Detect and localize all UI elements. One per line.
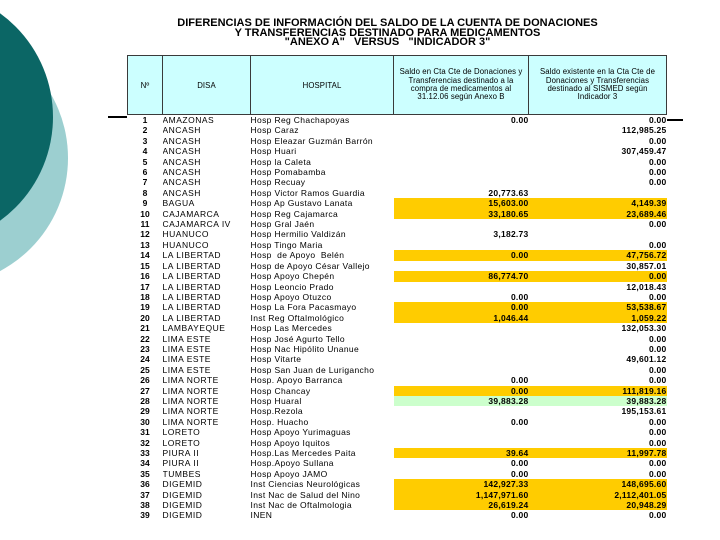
cell-indicador-3: 307,459.47 bbox=[621, 146, 667, 157]
cell-n: 15 bbox=[140, 260, 150, 271]
cell-n: 26 bbox=[140, 375, 150, 386]
cell-hospital: Inst Reg Oftalmológico bbox=[250, 312, 345, 323]
cell-indicador-3: 30,857.01 bbox=[626, 260, 667, 271]
cell-n: 16 bbox=[140, 271, 150, 282]
cell-anexo-b bbox=[394, 323, 529, 333]
cell-n: 35 bbox=[140, 468, 150, 479]
cell-anexo-b: 0.00 bbox=[510, 291, 529, 302]
header-indicador-3-line: destinado al SISMED según bbox=[547, 84, 648, 93]
header-anexo-b-line: 31.12.06 según Anexo B bbox=[417, 92, 505, 102]
cell-anexo-b: 3,182.73 bbox=[493, 229, 529, 240]
cell-disa: LIMA ESTE bbox=[162, 354, 211, 365]
cell-anexo-b bbox=[394, 282, 529, 292]
cell-disa: DIGEMID bbox=[162, 479, 203, 490]
table-row bbox=[128, 386, 667, 396]
cell-n: 36 bbox=[140, 479, 150, 490]
cell-disa: LIMA NORTE bbox=[162, 395, 219, 406]
table-row bbox=[128, 334, 667, 344]
cell-hospital: Hosp La Fora Pacasmayo bbox=[250, 302, 357, 313]
header-indicador-3-line: Saldo existente en la Cta Cte de bbox=[539, 67, 656, 77]
table-row bbox=[128, 490, 667, 500]
cell-disa: LAMBAYEQUE bbox=[162, 323, 226, 334]
cell-anexo-b: 0.00 bbox=[510, 115, 529, 125]
cell-hospital: Hosp Huaral bbox=[250, 395, 302, 406]
table-row bbox=[128, 427, 667, 437]
cell-anexo-b: 86,774.70 bbox=[394, 271, 529, 281]
cell-disa: LA LIBERTAD bbox=[162, 291, 222, 302]
cell-hospital: Hosp de Apoyo César Vallejo bbox=[250, 260, 370, 271]
cell-disa: PIURA II bbox=[162, 448, 200, 458]
cell-indicador-3: 0.00 bbox=[648, 468, 667, 479]
cell-anexo-b bbox=[394, 438, 529, 448]
cell-anexo-b bbox=[394, 157, 529, 167]
table-row bbox=[128, 438, 667, 448]
cell-hospital: Hosp Apoyo Otuzco bbox=[250, 291, 332, 302]
cell-disa: TUMBES bbox=[162, 468, 201, 479]
table-edge-mark-left bbox=[108, 116, 127, 118]
cell-hospital: Hosp Reg Cajamarca bbox=[250, 208, 339, 219]
cell-disa: LA LIBERTAD bbox=[162, 281, 222, 292]
header-row bbox=[128, 56, 667, 115]
cell-disa: DIGEMID bbox=[162, 500, 203, 511]
cell-anexo-b: 0.00 bbox=[510, 375, 529, 386]
cell-n: 32 bbox=[140, 437, 150, 448]
cell-anexo-b bbox=[394, 125, 529, 135]
header-indicador-3-line: Donaciones y Transferencias bbox=[545, 75, 650, 85]
donations-table bbox=[127, 55, 667, 521]
cell-hospital: Hosp San Juan de Lurigancho bbox=[250, 364, 375, 375]
cell-anexo-b: 1,147,971.60 bbox=[394, 490, 529, 500]
table-row bbox=[128, 469, 667, 479]
cell-n: 1 bbox=[142, 115, 148, 125]
title-line-1: DIFERENCIAS DE INFORMACIÓN DEL SALDO DE LA CUENTA DE DONACIONES bbox=[177, 17, 598, 29]
cell-anexo-b: 0.00 bbox=[510, 416, 529, 427]
cell-n: 34 bbox=[140, 458, 150, 469]
cell-n: 4 bbox=[142, 146, 148, 157]
table-row bbox=[128, 406, 667, 416]
cell-hospital: Hosp Apoyo Yurimaguas bbox=[250, 427, 351, 438]
cell-hospital: Hosp.Rezola bbox=[250, 406, 304, 417]
cell-n: 30 bbox=[140, 416, 150, 427]
cell-anexo-b bbox=[394, 406, 529, 416]
table-row bbox=[128, 219, 667, 229]
cell-indicador-3: 148,695.60 bbox=[529, 479, 667, 489]
cell-disa: HUANUCO bbox=[162, 229, 209, 240]
cell-n: 11 bbox=[140, 219, 150, 230]
table-row bbox=[128, 417, 667, 427]
cell-n: 24 bbox=[140, 354, 150, 365]
cell-disa: LORETO bbox=[162, 437, 201, 448]
cell-n: 5 bbox=[142, 156, 148, 167]
cell-hospital: Inst Ciencias Neurológicas bbox=[250, 479, 361, 490]
cell-indicador-3 bbox=[529, 188, 667, 198]
header-hospital: HOSPITAL bbox=[251, 56, 394, 115]
table-row bbox=[128, 479, 667, 489]
cell-n: 2 bbox=[142, 125, 148, 136]
cell-anexo-b: 0.00 bbox=[510, 510, 529, 521]
cell-indicador-3: 23,689.46 bbox=[529, 209, 667, 219]
cell-anexo-b: 26,619.24 bbox=[394, 500, 529, 510]
cell-indicador-3: 1,059.22 bbox=[529, 313, 667, 323]
cell-disa: LA LIBERTAD bbox=[162, 271, 222, 282]
cell-disa: LA LIBERTAD bbox=[162, 312, 222, 323]
cell-n: 29 bbox=[140, 406, 150, 417]
cell-hospital: Hosp Apoyo Iquitos bbox=[250, 437, 331, 448]
cell-n: 8 bbox=[142, 187, 148, 198]
cell-n: 20 bbox=[140, 312, 150, 323]
cell-anexo-b bbox=[394, 219, 529, 229]
cell-disa: LIMA NORTE bbox=[162, 406, 219, 417]
cell-anexo-b bbox=[394, 167, 529, 177]
table-edge-mark-right bbox=[667, 119, 683, 121]
cell-hospital: Hosp Reg Chachapoyas bbox=[250, 115, 350, 125]
cell-anexo-b: 0.00 bbox=[394, 302, 529, 312]
header-anexo-b bbox=[394, 56, 529, 115]
cell-anexo-b: 0.00 bbox=[394, 250, 529, 260]
table-row bbox=[128, 136, 667, 146]
cell-indicador-3: 39,883.28 bbox=[529, 396, 667, 406]
cell-disa: LIMA ESTE bbox=[162, 343, 211, 354]
cell-indicador-3: 12,018.43 bbox=[626, 281, 667, 292]
cell-hospital: Hosp Apoyo Chepén bbox=[250, 271, 335, 282]
cell-indicador-3: 0.00 bbox=[648, 458, 667, 469]
cell-indicador-3: 49,601.12 bbox=[626, 354, 667, 365]
table-row bbox=[128, 282, 667, 292]
table-row bbox=[128, 240, 667, 250]
table-row bbox=[128, 209, 667, 219]
cell-indicador-3: 112,985.25 bbox=[621, 125, 667, 136]
cell-hospital: Hosp Caraz bbox=[250, 125, 299, 136]
table-row bbox=[128, 229, 667, 239]
cell-hospital: INEN bbox=[250, 510, 273, 521]
cell-anexo-b bbox=[394, 177, 529, 187]
cell-anexo-b: 33,180.65 bbox=[394, 209, 529, 219]
cell-hospital: Hosp Eleazar Guzmán Barrón bbox=[250, 135, 373, 146]
cell-disa: DIGEMID bbox=[162, 489, 203, 500]
cell-anexo-b bbox=[394, 354, 529, 364]
cell-disa: ANCASH bbox=[162, 177, 201, 188]
table-row bbox=[128, 271, 667, 281]
cell-disa: LIMA NORTE bbox=[162, 416, 219, 427]
cell-hospital: Hosp. Huacho bbox=[250, 416, 309, 427]
cell-hospital: Hosp. Apoyo Barranca bbox=[250, 375, 343, 386]
cell-anexo-b: 39,883.28 bbox=[394, 396, 529, 406]
cell-hospital: Hosp Recuay bbox=[250, 177, 306, 188]
cell-anexo-b: 0.00 bbox=[510, 458, 529, 469]
header-anexo-b-line: Saldo en Cta Cte de Donaciones y bbox=[399, 67, 523, 77]
cell-disa: HUANUCO bbox=[162, 239, 209, 250]
cell-anexo-b: 0.00 bbox=[510, 468, 529, 479]
cell-anexo-b: 1,046.44 bbox=[394, 313, 529, 323]
cell-indicador-3: 2,112,401.05 bbox=[529, 490, 667, 500]
cell-hospital: Hosp Victor Ramos Guardia bbox=[250, 187, 365, 198]
cell-indicador-3: 0.00 bbox=[648, 364, 667, 375]
cell-n: 38 bbox=[140, 500, 150, 511]
cell-n: 25 bbox=[140, 364, 150, 375]
cell-disa: ANCASH bbox=[162, 167, 201, 178]
title-line-3: "ANEXO A" VERSUS "INDICADOR 3" bbox=[284, 36, 491, 49]
cell-indicador-3: 0.00 bbox=[648, 219, 667, 230]
cell-indicador-3: 0.00 bbox=[648, 343, 667, 354]
cell-n: 21 bbox=[140, 323, 150, 334]
cell-disa: ANCASH bbox=[162, 146, 201, 157]
cell-hospital: Hosp.Apoyo Sullana bbox=[250, 458, 334, 469]
header-anexo-b-line: compra de medicamentos al bbox=[410, 84, 512, 93]
cell-indicador-3: 4,149.39 bbox=[529, 198, 667, 208]
table-row bbox=[128, 354, 667, 364]
title-line-2: Y TRANSFERENCIAS DESTINADO PARA MEDICAMENTOS bbox=[234, 26, 541, 39]
cell-hospital: Hosp Pomabamba bbox=[250, 167, 326, 178]
table-body bbox=[128, 115, 667, 521]
cell-disa: LORETO bbox=[162, 427, 201, 438]
cell-indicador-3: 111,819.16 bbox=[529, 386, 667, 396]
cell-n: 14 bbox=[140, 250, 150, 261]
cell-anexo-b: 15,603.00 bbox=[394, 198, 529, 208]
cell-n: 33 bbox=[140, 448, 150, 458]
cell-disa: ANCASH bbox=[162, 125, 201, 136]
table-row bbox=[128, 375, 667, 385]
cell-hospital: Hosp Hermilio Valdizán bbox=[250, 229, 346, 240]
cell-anexo-b bbox=[394, 146, 529, 156]
table-row bbox=[128, 115, 667, 126]
cell-disa: CAJAMARCA bbox=[162, 208, 220, 219]
cell-n: 23 bbox=[140, 343, 150, 354]
cell-n: 22 bbox=[140, 333, 150, 344]
cell-anexo-b: 39.64 bbox=[394, 448, 529, 458]
cell-hospital: Hosp Ap Gustavo Lanata bbox=[250, 198, 353, 209]
cell-indicador-3: 0.00 bbox=[648, 333, 667, 344]
cell-anexo-b: 142,927.33 bbox=[394, 479, 529, 489]
cell-n: 12 bbox=[140, 229, 150, 240]
cell-n: 3 bbox=[142, 135, 148, 146]
table-row bbox=[128, 500, 667, 510]
cell-n: 19 bbox=[140, 302, 150, 313]
cell-hospital: Hosp la Caleta bbox=[250, 156, 312, 167]
cell-hospital: Hosp Nac Hipólito Unanue bbox=[250, 343, 360, 354]
cell-anexo-b bbox=[394, 136, 529, 146]
cell-disa: LA LIBERTAD bbox=[162, 260, 222, 271]
cell-hospital: Hosp Vitarte bbox=[250, 354, 302, 365]
cell-disa: LIMA ESTE bbox=[162, 364, 211, 375]
header-anexo-b-line: Transferencias destinado a la bbox=[408, 75, 514, 85]
table-row bbox=[128, 313, 667, 323]
cell-n: 27 bbox=[140, 385, 150, 396]
cell-indicador-3: 0.00 bbox=[648, 239, 667, 250]
cell-hospital: Hosp Huari bbox=[250, 146, 297, 157]
cell-disa: ANCASH bbox=[162, 156, 201, 167]
cell-anexo-b bbox=[394, 334, 529, 344]
cell-n: 13 bbox=[140, 239, 150, 250]
cell-disa: AMAZONAS bbox=[162, 115, 215, 125]
cell-indicador-3: 0.00 bbox=[648, 416, 667, 427]
cell-n: 37 bbox=[140, 489, 150, 500]
cell-n: 18 bbox=[140, 291, 150, 302]
cell-hospital: Hosp Gral Jaén bbox=[250, 219, 315, 230]
cell-indicador-3: 11,997.78 bbox=[529, 448, 667, 458]
cell-indicador-3: 132,053.30 bbox=[621, 323, 667, 334]
cell-hospital: Hosp Leoncio Prado bbox=[250, 281, 334, 292]
cell-hospital: Hosp Apoyo JAMO bbox=[250, 468, 328, 479]
cell-indicador-3: 47,756.72 bbox=[529, 250, 667, 260]
slide-title bbox=[155, 19, 620, 48]
cell-disa: LA LIBERTAD bbox=[162, 250, 222, 261]
cell-disa: ANCASH bbox=[162, 135, 201, 146]
cell-indicador-3: 0.00 bbox=[648, 291, 667, 302]
cell-hospital: Hosp Chancay bbox=[250, 385, 311, 396]
cell-disa: LA LIBERTAD bbox=[162, 302, 222, 313]
table-row bbox=[128, 177, 667, 187]
cell-n: 17 bbox=[140, 281, 150, 292]
cell-disa: DIGEMID bbox=[162, 510, 203, 521]
table-row bbox=[128, 344, 667, 354]
table-row bbox=[128, 157, 667, 167]
header-indicador-3 bbox=[529, 56, 667, 115]
header-indicador-3-line: Indicador 3 bbox=[577, 92, 618, 102]
cell-hospital: Hosp de Apoyo Belén bbox=[250, 250, 345, 261]
cell-indicador-3: 0.00 bbox=[648, 167, 667, 178]
table-row bbox=[128, 167, 667, 177]
cell-n: 7 bbox=[142, 177, 148, 188]
cell-anexo-b: 20,773.63 bbox=[488, 187, 529, 198]
cell-anexo-b bbox=[394, 365, 529, 375]
table-row bbox=[128, 292, 667, 302]
cell-hospital: Hosp Tingo Maria bbox=[250, 239, 323, 250]
cell-n: 9 bbox=[142, 198, 148, 209]
cell-n: 31 bbox=[140, 427, 150, 438]
table-row bbox=[128, 188, 667, 198]
cell-disa: CAJAMARCA IV bbox=[162, 219, 231, 230]
cell-indicador-3: 0.00 bbox=[648, 375, 667, 386]
cell-anexo-b bbox=[394, 344, 529, 354]
cell-anexo-b bbox=[394, 240, 529, 250]
cell-hospital: Inst Nac de Oftalmologia bbox=[250, 500, 352, 511]
cell-indicador-3 bbox=[529, 229, 667, 239]
cell-disa: PIURA II bbox=[162, 458, 200, 469]
cell-indicador-3: 0.00 bbox=[648, 135, 667, 146]
table-row bbox=[128, 146, 667, 156]
cell-n: 10 bbox=[140, 208, 150, 219]
table-row bbox=[128, 458, 667, 468]
cell-disa: LIMA NORTE bbox=[162, 385, 219, 396]
table-row bbox=[128, 302, 667, 312]
table-row bbox=[128, 125, 667, 135]
cell-n: 39 bbox=[140, 510, 150, 521]
cell-hospital: Hosp.Las Mercedes Paita bbox=[250, 448, 356, 458]
cell-indicador-3: 0.00 bbox=[648, 437, 667, 448]
cell-indicador-3: 20,948.29 bbox=[529, 500, 667, 510]
table-row bbox=[128, 323, 667, 333]
cell-disa: LIMA ESTE bbox=[162, 333, 211, 344]
cell-hospital: Inst Nac de Salud del Nino bbox=[250, 489, 361, 500]
cell-hospital: Hosp José Agurto Tello bbox=[250, 333, 345, 344]
table-row bbox=[128, 510, 667, 520]
table-row bbox=[128, 198, 667, 208]
cell-indicador-3: 53,538.67 bbox=[529, 302, 667, 312]
table-row bbox=[128, 396, 667, 406]
cell-indicador-3: 0.00 bbox=[648, 115, 667, 125]
table-row bbox=[128, 261, 667, 271]
cell-indicador-3: 0.00 bbox=[648, 156, 667, 167]
table-row bbox=[128, 365, 667, 375]
cell-anexo-b bbox=[394, 261, 529, 271]
table-row bbox=[128, 448, 667, 458]
cell-anexo-b: 0.00 bbox=[394, 386, 529, 396]
cell-n: 28 bbox=[140, 395, 150, 406]
cell-disa: BAGUA bbox=[162, 198, 195, 209]
header-disa: DISA bbox=[163, 56, 251, 115]
table-header bbox=[128, 56, 667, 115]
cell-indicador-3: 195,153.61 bbox=[621, 406, 667, 417]
cell-indicador-3: 0.00 bbox=[648, 427, 667, 438]
cell-anexo-b bbox=[394, 427, 529, 437]
cell-disa: LIMA NORTE bbox=[162, 375, 219, 386]
cell-indicador-3: 0.00 bbox=[648, 510, 667, 521]
cell-indicador-3: 0.00 bbox=[648, 177, 667, 188]
table-row bbox=[128, 250, 667, 260]
cell-n: 6 bbox=[142, 167, 148, 178]
cell-disa: ANCASH bbox=[162, 187, 201, 198]
cell-hospital: Hosp Las Mercedes bbox=[250, 323, 333, 334]
header-number: Nº bbox=[128, 56, 163, 115]
cell-indicador-3: 0.00 bbox=[529, 271, 667, 281]
